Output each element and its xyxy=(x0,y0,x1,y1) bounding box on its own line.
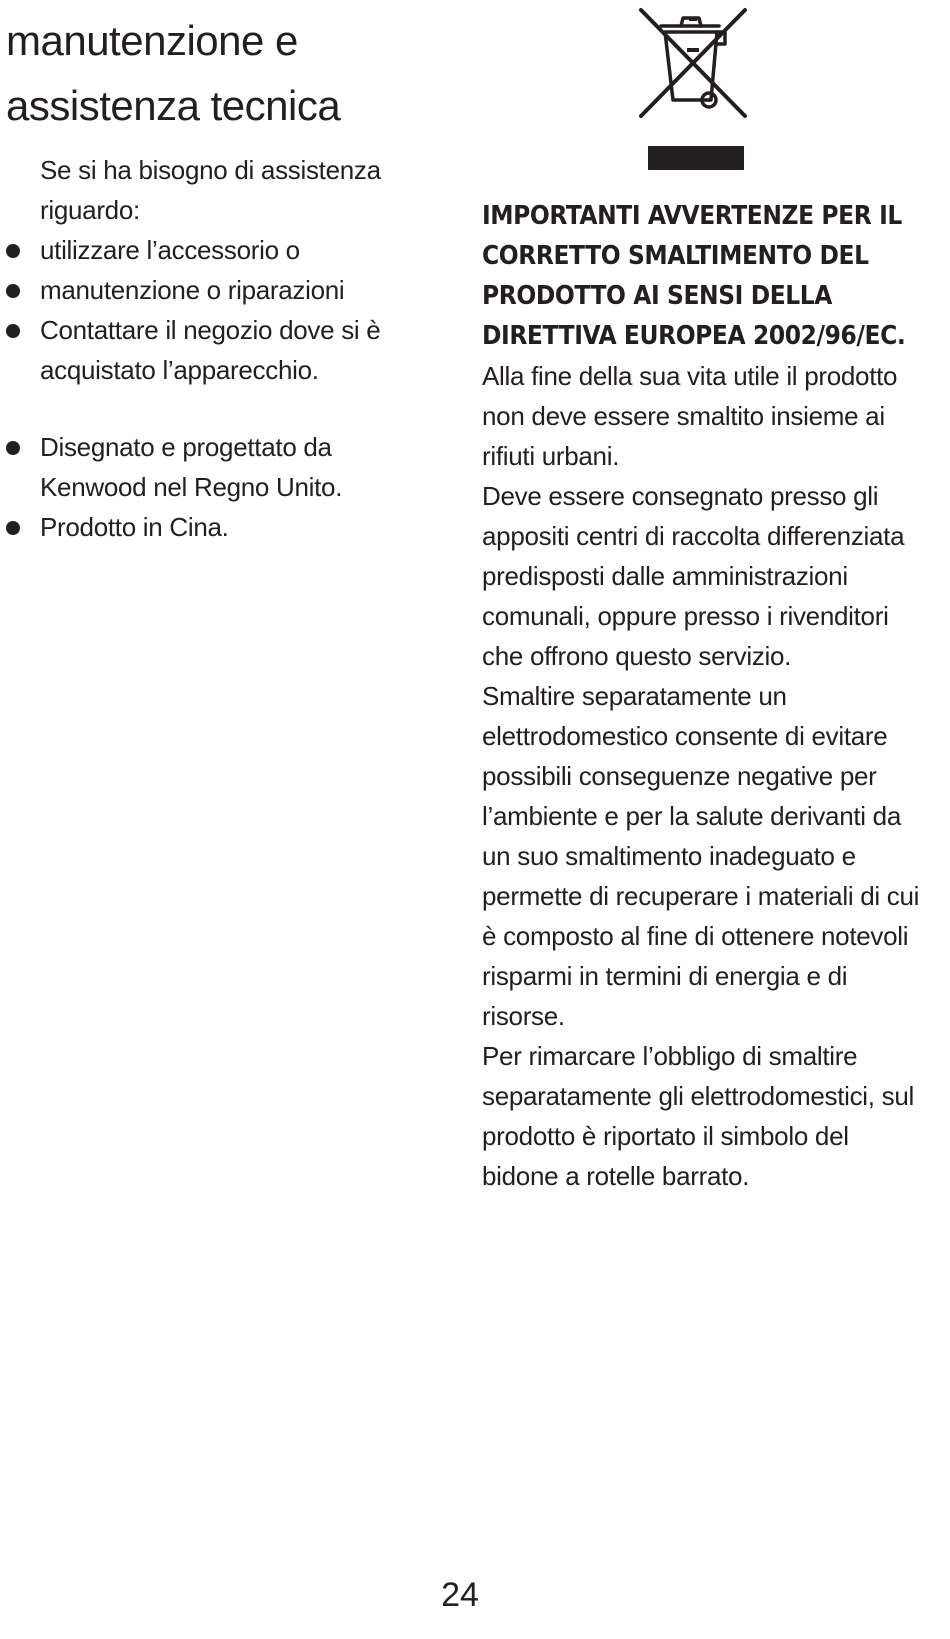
list-item: manutenzione o riparazioni xyxy=(0,270,440,310)
disposal-paragraph-4: Per rimarcare l’obbligo di smaltire separatamente gli elettrodomestici, sul prodotto è riportato il simbolo del bidone a rotelle barrato. xyxy=(482,1041,914,1191)
page-title xyxy=(6,8,436,138)
origin-list xyxy=(0,427,440,547)
disposal-paragraph-3: Smaltire separatamente un elettrodomestico consente di evitare possibili conseguenze negative per l’ambiente e per la salute derivanti da un suo smaltimento inadeguato e permette di recuperare i materiali di cui è composto al fine di ottenere notevoli risparmi in termini di energia e di risorse. xyxy=(482,681,920,1031)
assistance-intro: Se si ha bisogno di assistenza riguardo: xyxy=(40,155,381,225)
crossed-out-wheelie-bin-icon xyxy=(633,4,753,124)
bullet-icon xyxy=(6,521,20,535)
assistance-list xyxy=(0,230,440,390)
disposal-heading: IMPORTANTI AVVERTENZE PER IL CORRETTO SMALTIMENTO DEL PRODOTTO AI SENSI DELLA DIRETTIVA EUROPEA 2002/96/EC. xyxy=(482,201,906,351)
list-item: Contattare il negozio dove si è acquistato l’apparecchio. xyxy=(0,310,440,390)
page-title-line-2: assistenza tecnica xyxy=(6,82,341,129)
disposal-paragraph-1: Alla fine della sua vita utile il prodotto non deve essere smaltito insieme ai rifiuti urbani. xyxy=(482,361,898,471)
disposal-section xyxy=(482,196,922,1196)
bullet-icon xyxy=(6,441,20,455)
list-item: Prodotto in Cina. xyxy=(0,507,440,547)
bullet-icon xyxy=(6,284,20,298)
assistance-section xyxy=(0,150,440,547)
bullet-icon xyxy=(6,324,20,338)
bullet-icon xyxy=(6,244,20,258)
list-item: utilizzare l’accessorio o xyxy=(0,230,440,270)
page-title-line-1: manutenzione e xyxy=(6,17,298,64)
page-number: 24 xyxy=(441,1576,479,1614)
disposal-paragraph-2: Deve essere consegnato presso gli appositi centri di raccolta differenziata predisposti dalle amministrazioni comunali, oppure presso i rivenditori che offrono questo servizio. xyxy=(482,481,905,671)
list-item: Disegnato e progettato da Kenwood nel Regno Unito. xyxy=(0,427,440,507)
symbol-underline-bar xyxy=(648,146,744,170)
